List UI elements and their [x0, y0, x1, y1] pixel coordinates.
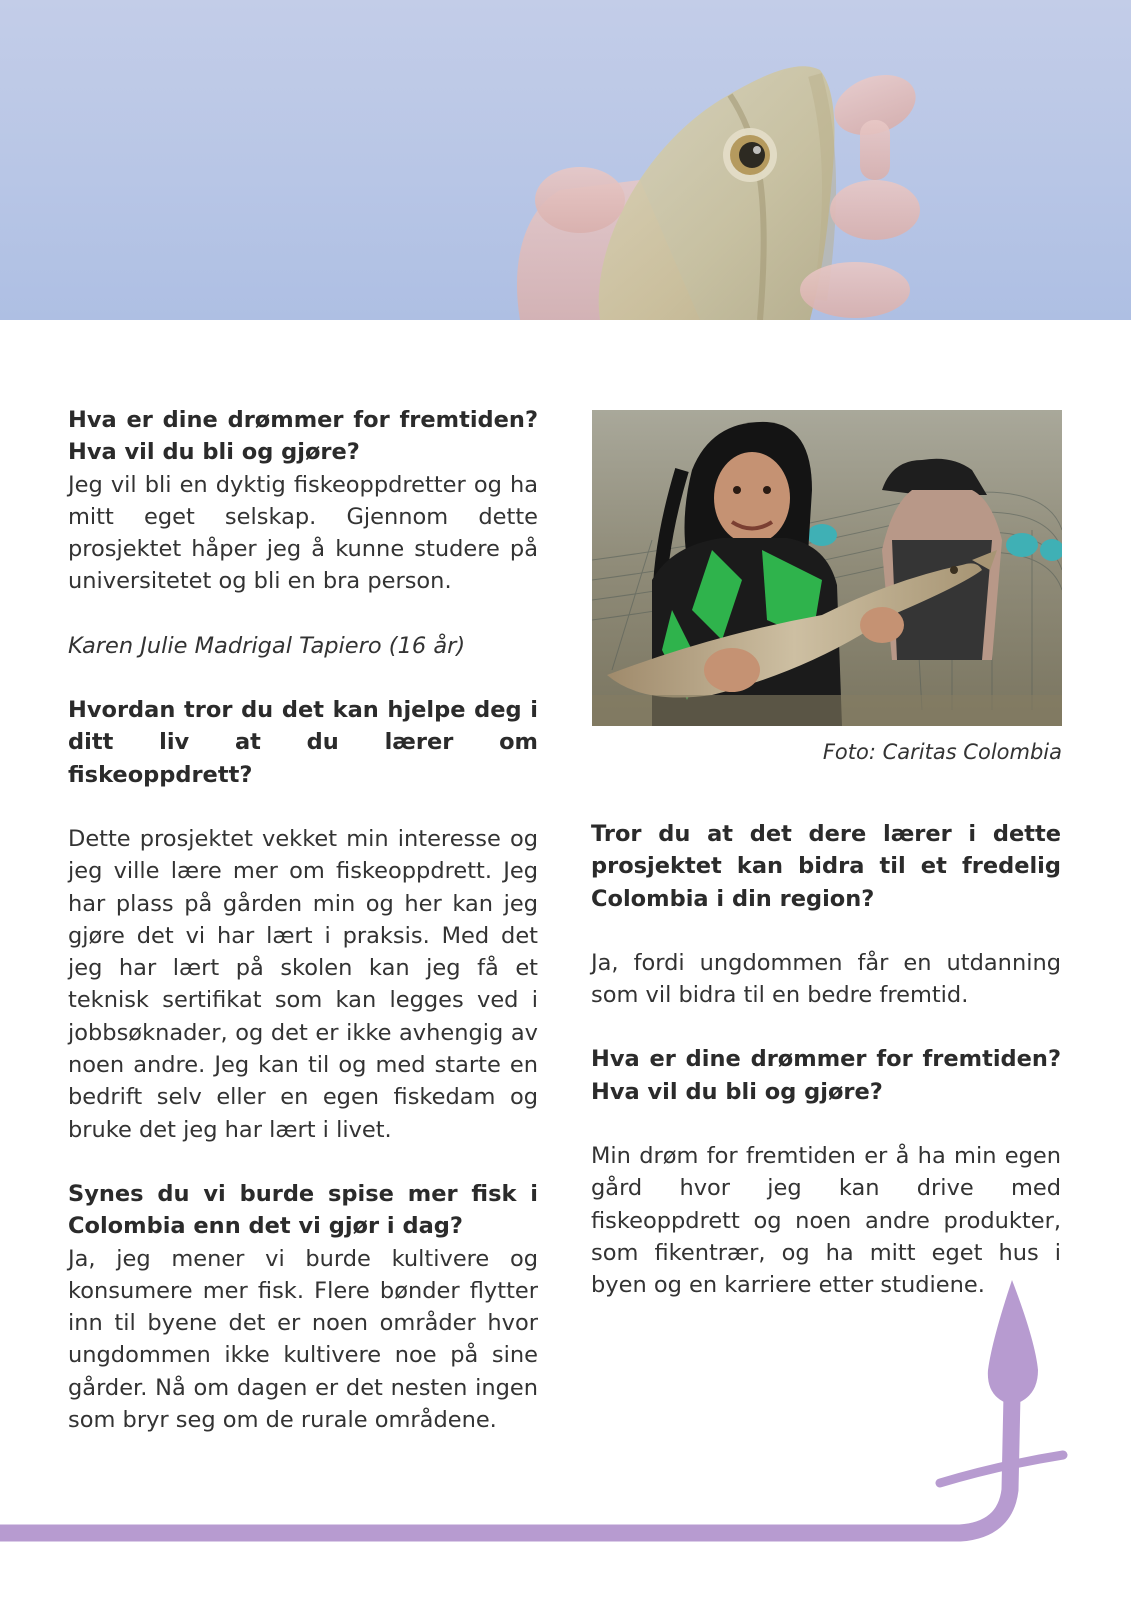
question-help: Hvordan tror du det kan hjelpe deg i ditt liv at du lærer om fiskeoppdrett?	[68, 697, 538, 788]
answer-help: Dette prosjektet vekket min interesse og jeg ville lære mer om fiskeoppdrett. Jeg har plass på gården min og her kan jeg gjøre det vi har lært i praksis. Med det jeg har lært på skolen kan jeg få et teknisk sertifikat som kan legges ved i jobbsøknader, og det er ikke avhengig av noen andre. Jeg kan til og med starte en bedrift selv eller en egen fiskedam og bruke det jeg har lært i livet.	[68, 825, 538, 1143]
interviewee-signature: Karen Julie Madrigal Tapiero (16 år)	[68, 632, 466, 659]
answer-dreams-2: Min drøm for fremtiden er å ha min egen gård hvor jeg kan drive med fiskeoppdrett og noen andre produkter, som fikentrær, og ha mitt eget hus i byen og en karriere etter studiene.	[591, 1143, 1061, 1299]
answer-dreams: Jeg vil bli en dyktig fiskeoppdretter og ha mitt eget selskap. Gjennom dette prosjektet håper jeg å kunne studere på universitetet og bli en bra person.	[68, 471, 538, 595]
question-dreams-2: Hva er dine drømmer for fremtiden? Hva vil du bli og gjøre?	[591, 1046, 1061, 1105]
question-dreams: Hva er dine drømmer for fremtiden? Hva vil du bli og gjøre?	[68, 407, 538, 466]
photo-caption: Foto: Caritas Colombia	[822, 740, 1062, 764]
answer-peace: Ja, fordi ungdommen får en utdanning som vil bidra til en bedre fremtid.	[591, 949, 1061, 1009]
question-eat-fish: Synes du vi burde spise mer fisk i Colombia enn det vi gjør i dag?	[68, 1180, 538, 1240]
answer-eat-fish: Ja, jeg mener vi burde kultivere og konsumere mer fisk. Flere bønder flytter inn til byene det er noen områder hvor ungdommen ikke kultivere noe på sine gårder. Nå om dagen er det nesten ingen som bryr seg om de rurale områdene.	[68, 1245, 538, 1434]
question-peace: Tror du at det dere lærer i dette prosjektet kan bidra til et fredelig Colombia i din region?	[591, 821, 1061, 912]
